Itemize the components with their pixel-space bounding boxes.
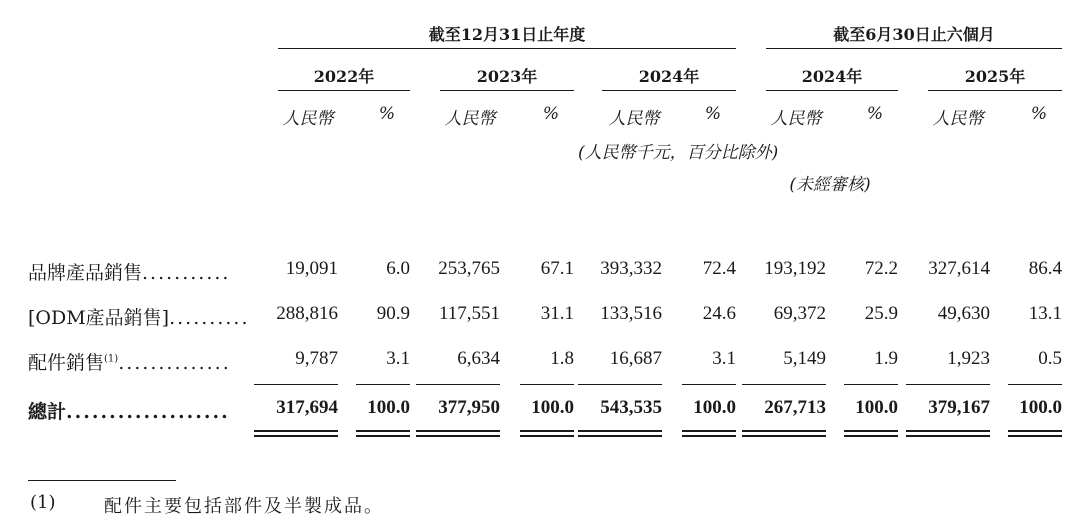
year-header-2022: 2022年: [313, 67, 375, 86]
total-double-rule: [254, 430, 338, 432]
footnote-marker: (1): [30, 492, 56, 513]
footnote-text: 配件主要包括部件及半製成品。: [104, 496, 384, 517]
percent-cell: 1.8: [550, 348, 574, 369]
percent-header: %: [866, 104, 884, 124]
subtotal-rule: [906, 384, 990, 385]
subtotal-rule: [844, 384, 898, 385]
percent-cell: 3.1: [386, 348, 410, 369]
total-double-rule: [416, 435, 500, 437]
amount-cell: 19,091: [285, 258, 338, 279]
amount-cell: 393,332: [600, 258, 662, 279]
total-percent-cell: 100.0: [367, 397, 410, 418]
footnote-rule: [28, 480, 176, 481]
unit-note: (人民幣千元，百分比除外): [578, 143, 779, 163]
total-double-rule: [520, 430, 574, 432]
total-double-rule: [356, 430, 410, 432]
percent-cell: 31.1: [540, 303, 574, 324]
amount-cell: 16,687: [609, 348, 662, 369]
total-double-rule: [844, 430, 898, 432]
total-amount-cell: 267,713: [764, 397, 826, 418]
total-percent-cell: 100.0: [1019, 397, 1062, 418]
row-label-total: 總計...................: [28, 401, 230, 423]
year-header-2024-h1: 2024年: [801, 67, 863, 86]
currency-header: 人民幣: [608, 109, 660, 129]
percent-cell: 13.1: [1028, 303, 1062, 324]
percent-cell: 3.1: [712, 348, 736, 369]
row-label-brand-sales: 品牌產品銷售...........: [28, 262, 231, 284]
row-label-accessory-sales: 配件銷售$^{(1)}$..............: [28, 352, 231, 374]
total-double-rule: [906, 435, 990, 437]
total-double-rule: [520, 435, 574, 437]
year-rule-2023: [440, 90, 574, 91]
amount-cell: 327,614: [928, 258, 990, 279]
subtotal-rule: [254, 384, 338, 385]
total-double-rule: [578, 430, 662, 432]
amount-cell: 9,787: [295, 348, 338, 369]
group-title-six-months: 截至6月30日止六個月: [833, 25, 995, 44]
subtotal-rule: [578, 384, 662, 385]
amount-cell: 5,149: [783, 348, 826, 369]
currency-header: 人民幣: [444, 109, 496, 129]
currency-header: 人民幣: [282, 109, 334, 129]
amount-cell: 117,551: [438, 303, 500, 324]
subtotal-rule: [742, 384, 826, 385]
total-double-rule: [578, 435, 662, 437]
year-rule-2024-h1: [766, 90, 898, 91]
subtotal-rule: [356, 384, 410, 385]
percent-cell: 90.9: [376, 303, 410, 324]
subtotal-rule: [416, 384, 500, 385]
currency-header: 人民幣: [932, 109, 984, 129]
year-rule-2024: [602, 90, 736, 91]
subtotal-rule: [682, 384, 736, 385]
total-percent-cell: 100.0: [531, 397, 574, 418]
unaudited-note: (未經審核): [789, 175, 871, 195]
percent-cell: 6.0: [386, 258, 410, 279]
total-double-rule: [742, 435, 826, 437]
subtotal-rule: [1008, 384, 1062, 385]
percent-header: %: [704, 104, 722, 124]
percent-cell: 72.2: [864, 258, 898, 279]
year-header-2025-h1: 2025年: [964, 67, 1026, 86]
amount-cell: 288,816: [276, 303, 338, 324]
total-amount-cell: 317,694: [276, 397, 338, 418]
total-amount-cell: 377,950: [438, 397, 500, 418]
total-percent-cell: 100.0: [693, 397, 736, 418]
group-rule-fiscal-year: [278, 48, 736, 49]
year-rule-2022: [278, 90, 410, 91]
percent-header: %: [1030, 104, 1048, 124]
amount-cell: 133,516: [600, 303, 662, 324]
percent-cell: 24.6: [702, 303, 736, 324]
year-rule-2025-h1: [928, 90, 1062, 91]
percent-cell: 25.9: [864, 303, 898, 324]
group-rule-six-months: [766, 48, 1062, 49]
total-amount-cell: 543,535: [600, 397, 662, 418]
percent-cell: 86.4: [1028, 258, 1062, 279]
total-double-rule: [356, 435, 410, 437]
total-double-rule: [742, 430, 826, 432]
percent-cell: 72.4: [702, 258, 736, 279]
total-double-rule: [906, 430, 990, 432]
year-header-2024: 2024年: [638, 67, 700, 86]
amount-cell: 193,192: [764, 258, 826, 279]
row-label-odm-sales: [ODM產品銷售]..........: [28, 307, 250, 329]
percent-cell: 67.1: [540, 258, 574, 279]
total-double-rule: [682, 430, 736, 432]
total-double-rule: [1008, 430, 1062, 432]
percent-header: %: [542, 104, 560, 124]
total-double-rule: [1008, 435, 1062, 437]
amount-cell: 253,765: [438, 258, 500, 279]
total-amount-cell: 379,167: [928, 397, 990, 418]
total-double-rule: [844, 435, 898, 437]
percent-cell: 1.9: [874, 348, 898, 369]
total-double-rule: [416, 430, 500, 432]
currency-header: 人民幣: [770, 109, 822, 129]
amount-cell: 1,923: [947, 348, 990, 369]
amount-cell: 6,634: [457, 348, 500, 369]
total-double-rule: [254, 435, 338, 437]
percent-cell: 0.5: [1038, 348, 1062, 369]
subtotal-rule: [520, 384, 574, 385]
amount-cell: 49,630: [937, 303, 990, 324]
amount-cell: 69,372: [773, 303, 826, 324]
total-percent-cell: 100.0: [855, 397, 898, 418]
total-double-rule: [682, 435, 736, 437]
year-header-2023: 2023年: [476, 67, 538, 86]
group-title-fiscal-year: 截至12月31日止年度: [428, 25, 586, 44]
percent-header: %: [378, 104, 396, 124]
